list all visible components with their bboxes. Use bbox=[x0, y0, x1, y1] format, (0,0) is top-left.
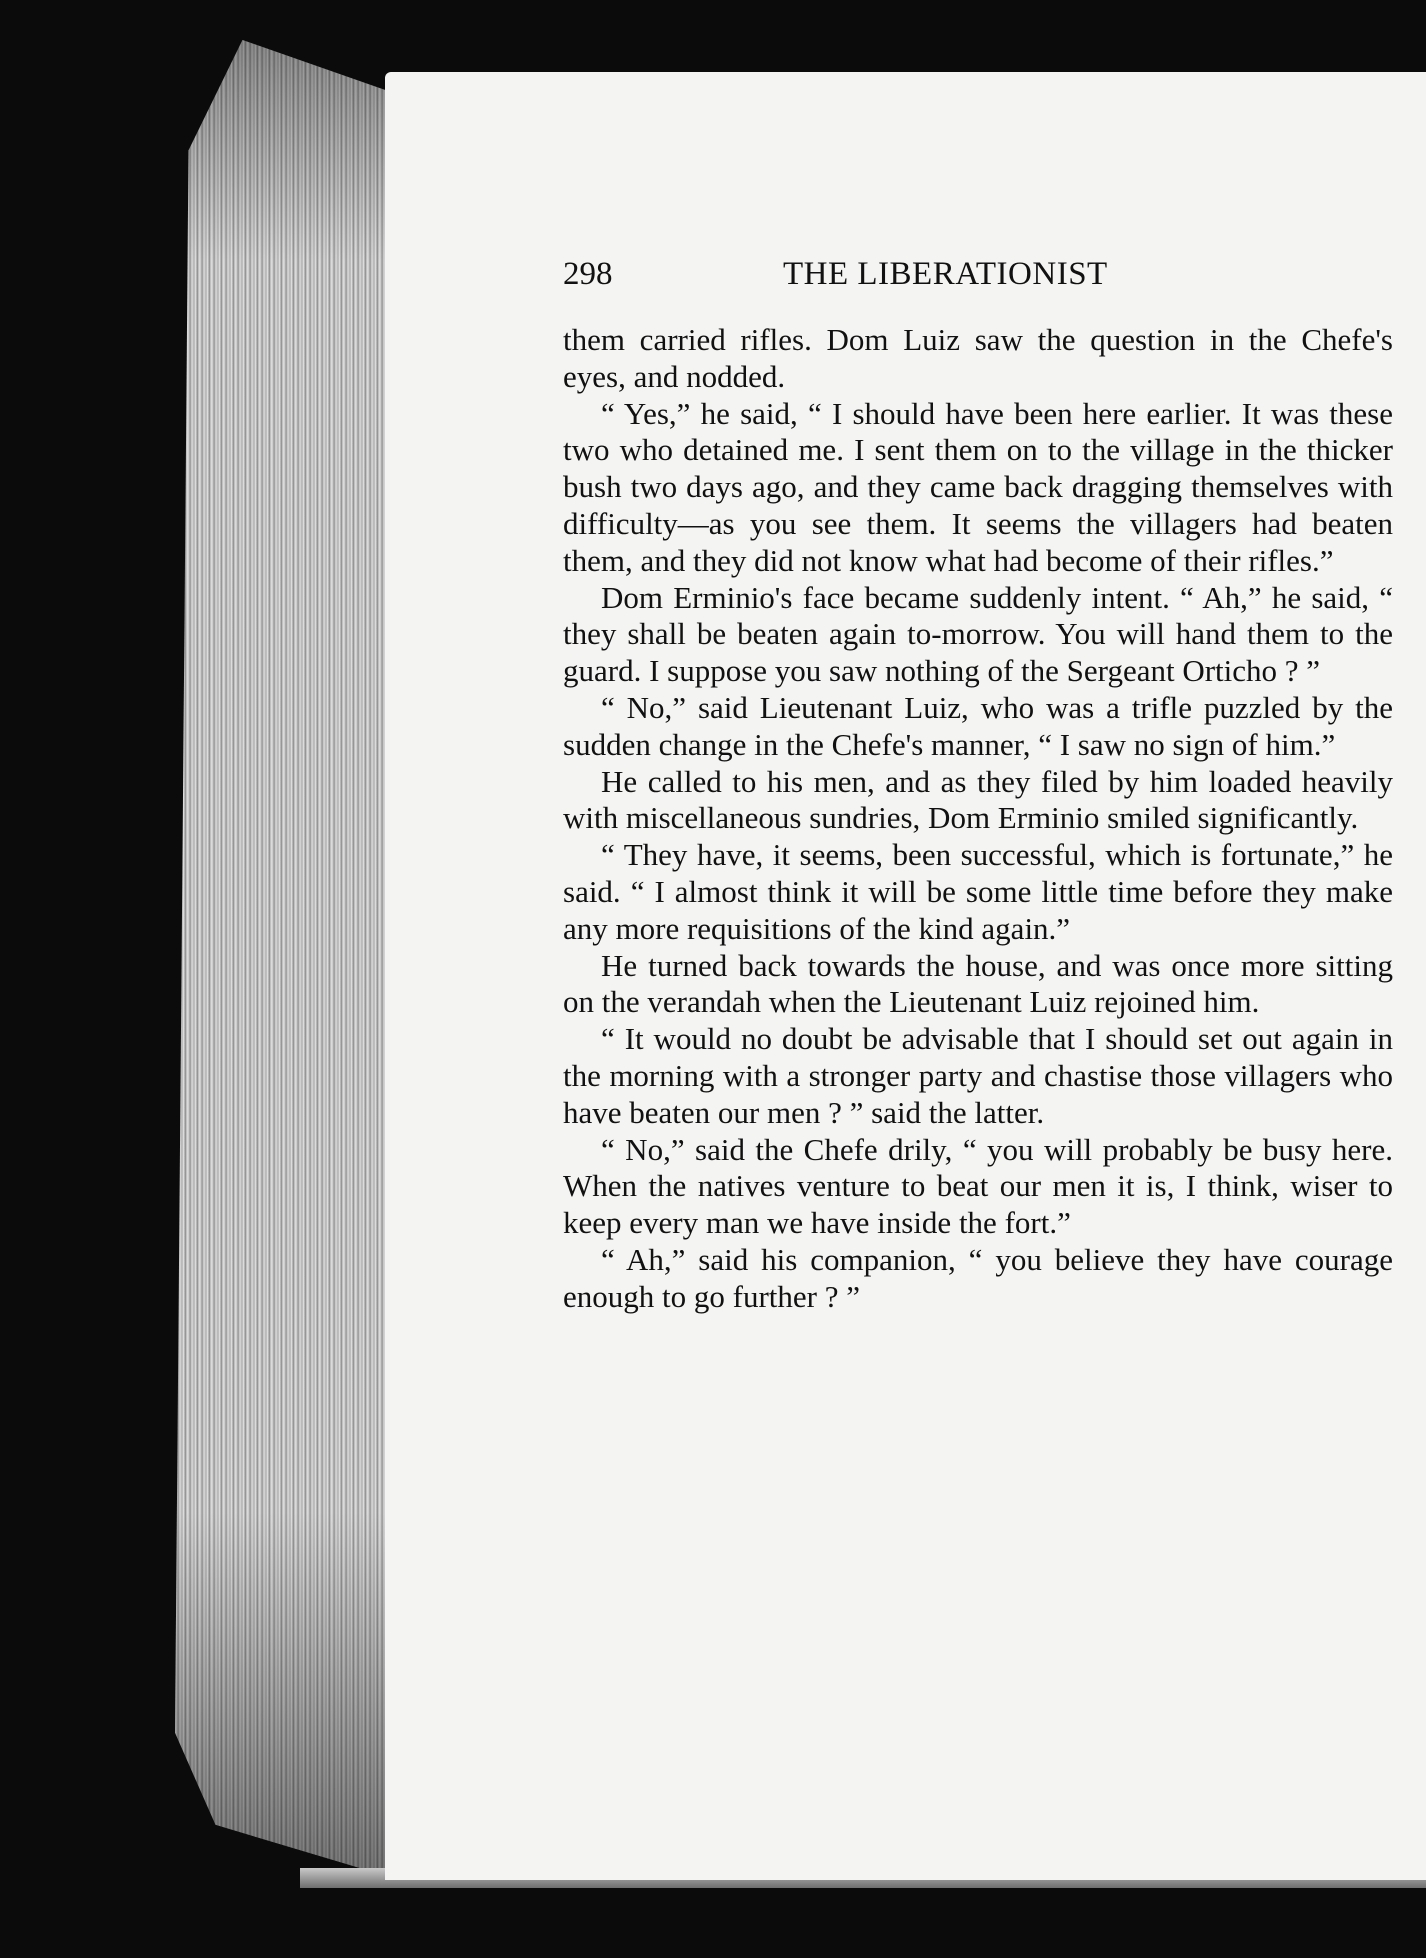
page-edges-shadow bbox=[175, 40, 400, 1880]
paragraph: “ Yes,” he said, “ I should have been here earlier. It was these two who detained me. I sent them on to the village in the thicker bush two days ago, and they came back dragging themselves with difficulty—as you see them. It seems the villagers had beaten them, and they did not know what had become of their rifles.” bbox=[563, 395, 1393, 578]
paragraph: He called to his men, and as they filed by him loaded heavily with miscellaneous sundries, Dom Erminio smiled significantly. bbox=[563, 763, 1393, 836]
paragraph: “ It would no doubt be advisable that I should set out again in the morning with a stronger party and chastise those villagers who have beaten our men ? ” said the latter. bbox=[563, 1021, 1393, 1130]
running-title: THE LIBERATIONIST bbox=[783, 256, 1108, 292]
paragraph: “ No,” said Lieutenant Luiz, who was a trifle puzzled by the sudden change in the Chefe's manner, “ I saw no sign of him.” bbox=[563, 689, 1393, 762]
paragraph: He turned back towards the house, and was once more sitting on the verandah when the Lieutenant Luiz rejoined him. bbox=[563, 947, 1393, 1020]
paragraph: “ Ah,” said his companion, “ you believe they have courage enough to go further ? ” bbox=[563, 1241, 1393, 1314]
paragraph: “ No,” said the Chefe drily, “ you will probably be busy here. When the natives venture to beat our men it is, I think, wiser to keep every man we have inside the fort.” bbox=[563, 1131, 1393, 1241]
page-header bbox=[563, 256, 1393, 306]
body-text bbox=[563, 322, 1393, 1316]
paragraph: them carried rifles. Dom Luiz saw the question in the Chefe's eyes, and nodded. bbox=[563, 322, 1393, 394]
paragraph: “ They have, it seems, been successful, which is fortunate,” he said. “ I almost think it will be some little time before they make any more requisitions of the kind again.” bbox=[563, 837, 1393, 946]
page-number: 298 bbox=[563, 256, 613, 292]
paragraph: Dom Erminio's face became suddenly intent. “ Ah,” he said, “ they shall be beaten again to-morrow. You will hand them to the guard. I suppose you saw nothing of the Sergeant Orticho ? ” bbox=[563, 579, 1393, 689]
